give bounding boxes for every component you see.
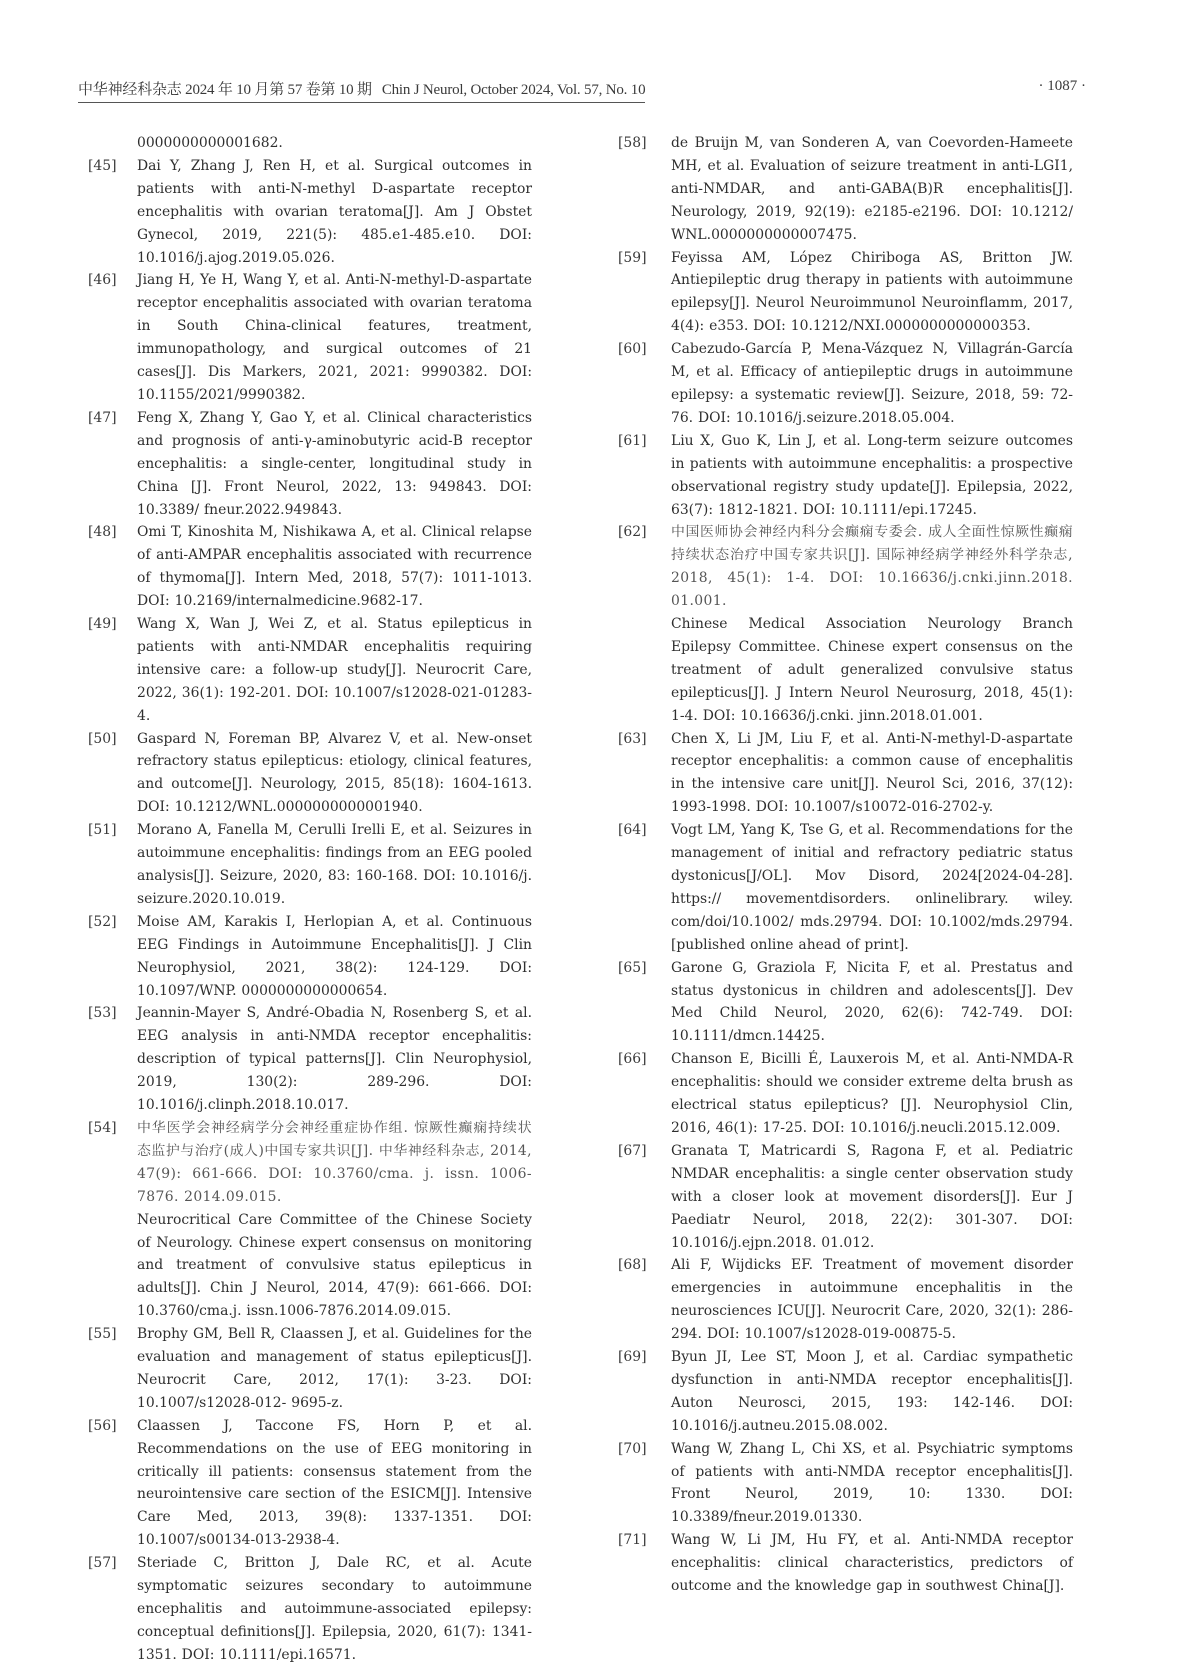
reference-entry (88, 1415, 532, 1552)
reference-body (137, 613, 532, 728)
reference-body (671, 728, 1073, 820)
reference-entry (88, 407, 532, 522)
reference-entry (618, 521, 1073, 727)
reference-number: [52] (88, 913, 117, 930)
reference-entry (618, 338, 1073, 430)
reference-entry (88, 911, 532, 1003)
reference-body (137, 407, 532, 522)
reference-body (671, 1254, 1073, 1346)
reference-number: [59] (618, 249, 647, 266)
journal-title-cn: 中华神经科杂志 2024 年 10 月第 57 卷第 10 期 (78, 82, 372, 98)
reference-number: [70] (618, 1440, 647, 1457)
reference-text: Jeannin-Mayer S, André-Obadia N, Rosenberg S, et al. EEG analysis in anti-NMDA receptor encephalitis: description of typical patterns[J]. Clin Neurophysiol, 2019, 130(2): 289-296. DOI: 10.1016/j.clinph.2018.10.017. (137, 1005, 532, 1114)
reference-text: Moise AM, Karakis I, Herlopian A, et al. Continuous EEG Findings in Autoimmune Encephalitis[J]. J Clin Neurophysiol, 2021, 38(2): 124-129. DOI: 10.1097/WNP. 0000000000000654. (137, 913, 532, 999)
reference-text: Neurocritical Care Committee of the Chinese Society of Neurology. Chinese expert consensus on monitoring and treatment of convulsive status epilepticus in adults[J]. Chin J Neurol, 2014, 47(9): 661-666. DOI: 10.3760/cma.j. issn.1006-7876.2014.09.015. (137, 1211, 532, 1320)
reference-text: Vogt LM, Yang K, Tse G, et al. Recommendations for the management of initial and refractory pediatric status dystonicus[J/OL]. Mov Disord, 2024[2024-04-28]. https:// movementdisorders. onlinelibrary. wiley. com/doi/10.1002/ mds.29794. DOI: 10.1002/mds.29794. [published online ahead of print]. (671, 822, 1073, 953)
reference-text: Morano A, Fanella M, Cerulli Irelli E, et al. Seizures in autoimmune encephalitis: findings from an EEG pooled analysis[J]. Seizure, 2020, 83: 160-168. DOI: 10.1016/j. seizure.2020.10.019. (137, 822, 532, 907)
reference-body (671, 819, 1073, 956)
reference-body (137, 1552, 532, 1667)
reference-text: Garone G, Graziola F, Nicita F, et al. Prestatus and status dystonicus in children and adolescents[J]. Dev Med Child Neurol, 2020, 62(6): 742-749. DOI: 10.1111/dmcn.14425. (671, 959, 1073, 1045)
reference-text: Chanson E, Bicilli É, Lauxerois M, et al. Anti-NMDA-R encephalitis: should we consider extreme delta brush as electrical status epilepticus? [J]. Neurophysiol Clin, 2016, 46(1): 17-25. DOI: 10.1016/j.neucli.2015.12.009. (671, 1051, 1073, 1136)
reference-number: [66] (618, 1051, 647, 1068)
reference-body (671, 430, 1073, 522)
reference-text: Wang W, Zhang L, Chi XS, et al. Psychiatric symptoms of patients with anti-NMDA receptor encephalitis[J]. Front Neurol, 2019, 10: 1330. DOI: 10.3389/fneur.2019.01330. (671, 1440, 1073, 1526)
reference-number: [46] (88, 272, 117, 289)
reference-entry (618, 132, 1073, 247)
reference-entry (618, 1254, 1073, 1346)
reference-entry (88, 269, 532, 406)
reference-number: [63] (618, 730, 647, 747)
reference-entry (88, 819, 532, 911)
reference-number: [61] (618, 432, 647, 449)
reference-entry (618, 1529, 1073, 1598)
reference-text: Omi T, Kinoshita M, Nishikawa A, et al. Clinical relapse of anti-AMPAR encephalitis associated with recurrence of thymoma[J]. Intern Med, 2018, 57(7): 1011-1013. DOI: 10.2169/internalmedicine.9682-17. (137, 524, 532, 610)
reference-number: [65] (618, 959, 647, 976)
reference-number: [47] (88, 409, 117, 426)
reference-number: [71] (618, 1532, 647, 1549)
reference-entry (88, 1117, 532, 1323)
running-header (78, 78, 1086, 102)
reference-body (137, 521, 532, 613)
reference-body (671, 338, 1073, 430)
reference-body (137, 269, 532, 406)
reference-text: Dai Y, Zhang J, Ren H, et al. Surgical outcomes in patients with anti-N-methyl D-aspartate receptor encephalitis with ovarian teratoma[J]. Am J Obstet Gynecol, 2019, 221(5): 485.e1-485.e10. DOI: 10.1016/j.ajog.2019.05.026. (137, 157, 532, 266)
reference-entry (618, 1140, 1073, 1255)
reference-number: [68] (618, 1257, 647, 1274)
reference-body (137, 155, 532, 270)
reference-number: [57] (88, 1555, 117, 1572)
reference-text: Feyissa AM, López Chiriboga AS, Britton JW. Antiepileptic drug therapy in patients with autoimmune epilepsy[J]. Neurol Neuroimmunol Neuroinflamm, 2017, 4(4): e353. DOI: 10.1212/NXI.0000000000000353. (671, 249, 1073, 335)
reference-text: Claassen J, Taccone FS, Horn P, et al. Recommendations on the use of EEG monitoring in critically ill patients: consensus statement from the neurointensive care section of the ESICM[J]. Intensive Care Med, 2013, 39(8): 1337-1351. DOI: 10.1007/s00134-013-2938-4. (137, 1417, 532, 1549)
reference-text: Wang X, Wan J, Wei Z, et al. Status epilepticus in patients with anti-NMDAR encephalitis requiring intensive care: a follow-up study[J]. Neurocrit Care, 2022, 36(1): 192-201. DOI: 10.1007/s12028-021-01283-4. (137, 616, 532, 724)
reference-number: [69] (618, 1349, 647, 1366)
reference-number: [50] (88, 730, 117, 747)
reference-text: Jiang H, Ye H, Wang Y, et al. Anti-N-methyl-D-aspartate receptor encephalitis associated with ovarian teratoma in South China-clinical features, treatment, immunopathology, and surgical outcomes of 21 cases[J]. Dis Markers, 2021, 2021: 9990382. DOI: 10.1155/2021/9990382. (137, 272, 532, 403)
reference-entry (618, 1048, 1073, 1140)
reference-number: [48] (88, 524, 117, 541)
reference-entry (618, 957, 1073, 1049)
page-number: · 1087 · (1038, 78, 1086, 94)
reference-continuation (88, 132, 532, 155)
reference-text: Gaspard N, Foreman BP, Alvarez V, et al. New-onset refractory status epilepticus: etiology, clinical features, and outcome[J]. Neurology, 2015, 85(18): 1604-1613. DOI: 10.1212/WNL.0000000000001940. (137, 730, 532, 816)
reference-entry (88, 521, 532, 613)
reference-body (137, 1002, 532, 1117)
reference-text: Brophy GM, Bell R, Claassen J, et al. Guidelines for the evaluation and management of status epilepticus[J]. Neurocrit Care, 2012, 17(1): 3-23. DOI: 10.1007/s12028-012- 9695-z. (137, 1326, 532, 1411)
reference-body (671, 247, 1073, 339)
reference-text: Granata T, Matricardi S, Ragona F, et al. Pediatric NMDAR encephalitis: a single center observation study with a closer look at movement disorders[J]. Eur J Paediatr Neurol, 2018, 22(2): 301-307. DOI: 10.1016/j.ejpn.2018. 01.012. (671, 1142, 1073, 1251)
reference-body (671, 132, 1073, 247)
reference-entry (618, 430, 1073, 522)
reference-text-chinese: 中国医师协会神经内科分会癫痫专委会. 成人全面性惊厥性癫痫持续状态治疗中国专家共识[J]. 国际神经病学神经外科学杂志, 2018, 45(1): 1-4. DOI: 10.16636/j.cnki.jinn.2018. 01.001. (671, 524, 1073, 610)
reference-text: Liu X, Guo K, Lin J, et al. Long-term seizure outcomes in patients with autoimmune encephalitis: a prospective observational registry study update[J]. Epilepsia, 2022, 63(7): 1812-1821. DOI: 10.1111/epi.17245. (671, 432, 1073, 518)
reference-entry (88, 1552, 532, 1667)
reference-body (137, 1415, 532, 1552)
reference-entry (618, 819, 1073, 956)
reference-number: [49] (88, 616, 117, 633)
reference-text: Byun JI, Lee ST, Moon J, et al. Cardiac sympathetic dysfunction in anti-NMDA receptor encephalitis[J]. Auton Neurosci, 2015, 193: 142-146. DOI: 10.1016/j.autneu.2015.08.002. (671, 1349, 1073, 1434)
reference-text: de Bruijn M, van Sonderen A, van Coevorden-Hameete MH, et al. Evaluation of seizure treatment in anti-LGI1, anti-NMDAR, and anti-GABA(B)R encephalitis[J]. Neurology, 2019, 92(19): e2185-e2196. DOI: 10.1212/ WNL.0000000000007475. (671, 135, 1073, 243)
reference-number: [56] (88, 1417, 117, 1434)
reference-text: Ali F, Wijdicks EF. Treatment of movement disorder emergencies in autoimmune encephalitis in the neurosciences ICU[J]. Neurocrit Care, 2020, 32(1): 286-294. DOI: 10.1007/s12028-019-00875-5. (671, 1257, 1073, 1343)
reference-entry (88, 728, 532, 820)
reference-column-right (618, 132, 1073, 1598)
reference-text-chinese: 中华医学会神经病学分会神经重症协作组. 惊厥性癫痫持续状态监护与治疗(成人)中国专家共识[J]. 中华神经科杂志, 2014, 47(9): 661-666. DOI: 10.3760/cma. j. issn. 1006-7876. 2014.09.015. (137, 1119, 532, 1205)
reference-entry (618, 728, 1073, 820)
reference-body (671, 1438, 1073, 1530)
reference-body (137, 1117, 532, 1323)
reference-number: [45] (88, 157, 117, 174)
reference-text: 0000000000001682. (137, 135, 283, 151)
reference-number: [51] (88, 822, 117, 839)
journal-title-en: Chin J Neurol, October 2024, Vol. 57, No. 10 (381, 82, 646, 98)
reference-number: [62] (618, 524, 647, 541)
reference-text: Wang W, Li JM, Hu FY, et al. Anti-NMDA receptor encephalitis: clinical characteristics, predictors of outcome and the knowledge gap in southwest China[J]. (671, 1532, 1073, 1595)
reference-column-left (88, 132, 532, 1667)
reference-entry (618, 1438, 1073, 1530)
reference-body (137, 132, 532, 155)
reference-text: Feng X, Zhang Y, Gao Y, et al. Clinical characteristics and prognosis of anti-γ-aminobutyric acid-B receptor encephalitis: a single-center, longitudinal study in China [J]. Front Neurol, 2022, 13: 949843. DOI: 10.3389/ fneur.2022.949843. (137, 409, 532, 518)
reference-text: Chinese Medical Association Neurology Branch Epilepsy Committee. Chinese expert consensus on the treatment of adult generalized convulsive status epilepticus[J]. J Intern Neurol Neurosurg, 2018, 45(1): 1-4. DOI: 10.16636/j.cnki. jinn.2018.01.001. (671, 616, 1073, 724)
reference-body (671, 1346, 1073, 1438)
reference-entry (618, 247, 1073, 339)
reference-body (671, 957, 1073, 1049)
reference-number: [53] (88, 1005, 117, 1022)
reference-body (671, 1140, 1073, 1255)
reference-text: Cabezudo-García P, Mena-Vázquez N, Villagrán-García M, et al. Efficacy of antiepileptic drugs in autoimmune epilepsy: a systematic review[J]. Seizure, 2018, 59: 72-76. DOI: 10.1016/j.seizure.2018.05.004. (671, 341, 1073, 426)
reference-entry (88, 1002, 532, 1117)
reference-text: Chen X, Li JM, Liu F, et al. Anti-N-methyl-D-aspartate receptor encephalitis: a common cause of encephalitis in the intensive care unit[J]. Neurol Sci, 2016, 37(12): 1993-1998. DOI: 10.1007/s10072-016-2702-y. (671, 730, 1073, 816)
reference-body (137, 819, 532, 911)
reference-entry (618, 1346, 1073, 1438)
reference-number: [67] (618, 1142, 647, 1159)
reference-number: [55] (88, 1326, 117, 1343)
reference-text: Steriade C, Britton J, Dale RC, et al. Acute symptomatic seizures secondary to autoimmune encephalitis and autoimmune-associated epilepsy: conceptual definitions[J]. Epilepsia, 2020, 61(7): 1341-1351. DOI: 10.1111/epi.16571. (137, 1555, 532, 1663)
reference-number: [58] (618, 135, 647, 151)
reference-body (137, 911, 532, 1003)
reference-number: [64] (618, 822, 647, 839)
reference-body (137, 1323, 532, 1415)
reference-body (137, 728, 532, 820)
reference-entry (88, 155, 532, 270)
reference-entry (88, 1323, 532, 1415)
reference-number: [54] (88, 1119, 117, 1136)
reference-body (671, 1529, 1073, 1598)
reference-body (671, 1048, 1073, 1140)
reference-body (671, 521, 1073, 727)
reference-number: [60] (618, 341, 647, 358)
reference-entry (88, 613, 532, 728)
journal-citation-line (78, 78, 645, 103)
